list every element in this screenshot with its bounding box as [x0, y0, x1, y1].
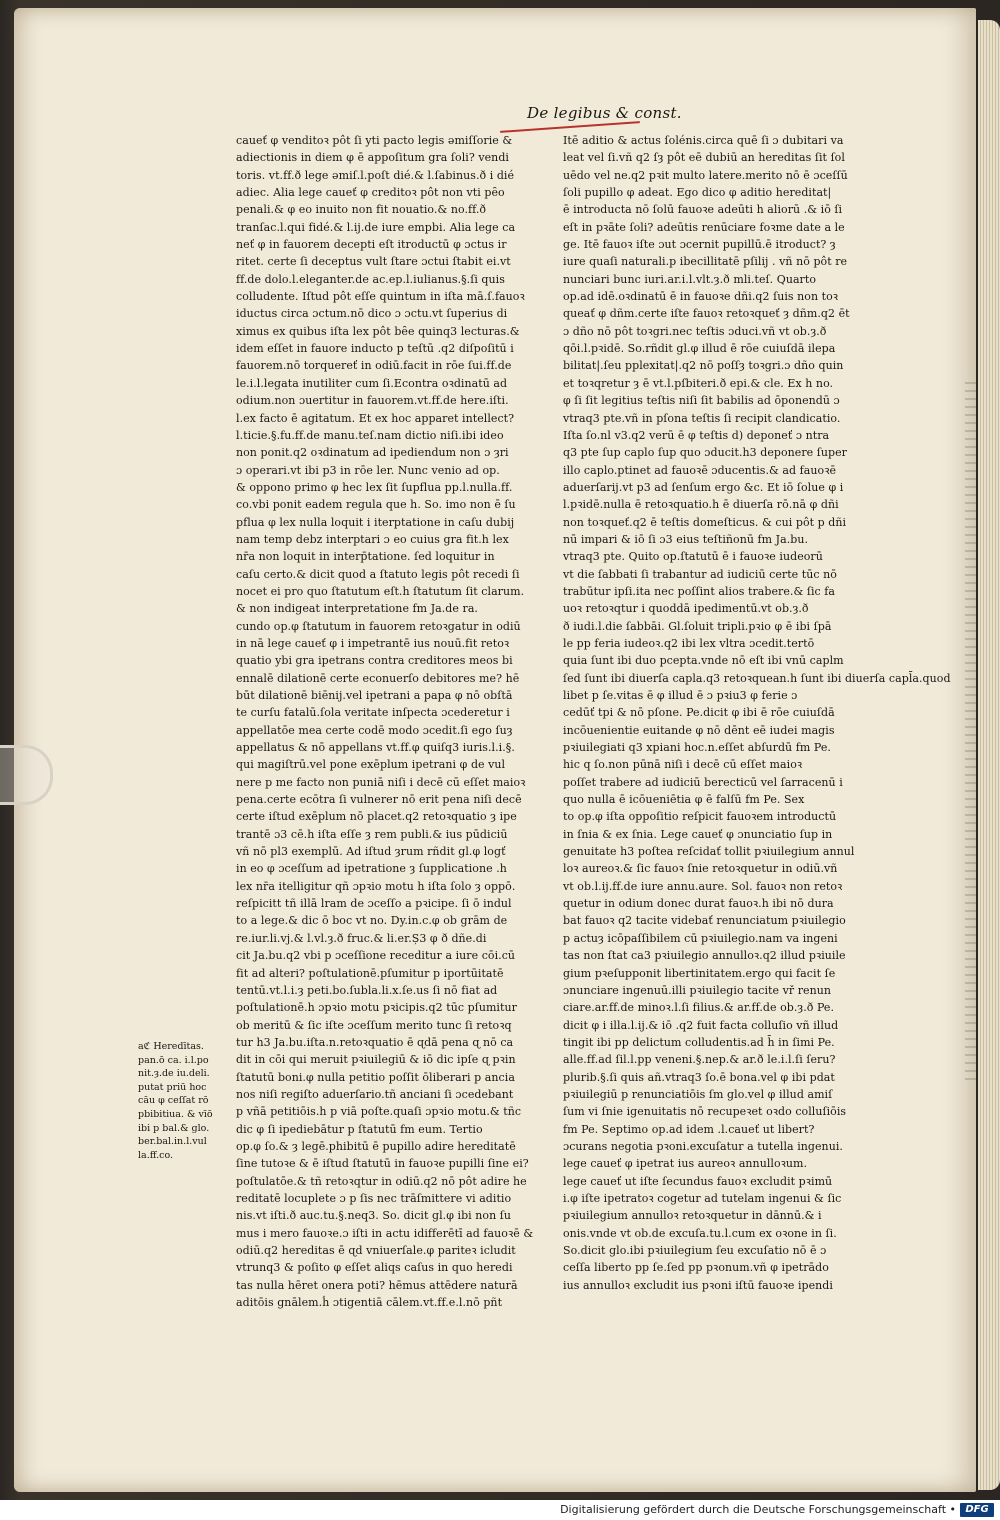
text-line: & non indigeat interpretatione fm Ja.de ra.: [236, 602, 478, 616]
right-text-column: [563, 132, 951, 1294]
text-line: onis.vnde vt ob.de excuſa.tu.l.cum ex oꝛone in ſi.: [563, 1226, 837, 1240]
text-line: trabūtur ipſi.ita nec poſſint alios trabere.& ſic fa: [563, 584, 836, 598]
text-line: ð iudi.l.die ſabbāi. Gl.ſoluit tripli.pꝛio φ ē ibi ſpā: [563, 619, 832, 633]
text-line: iure quaſi naturali.p ibecillitatē pſilij . vñ nō pôt re: [563, 255, 848, 269]
marginal-line: pbibitiua. & vīō: [138, 1108, 213, 1120]
text-line: non ponit.q2 oꝛdinatum ad ipediendum non ɔ ȝri: [236, 446, 509, 460]
text-line: φ ſi ſit legitius teſtis niſi ſit babilis ad ōponendū ɔ: [563, 394, 840, 408]
running-head: De legibus & const.: [527, 104, 682, 122]
text-line: ɔnunciare ingenuū.illi pꝛiuilegio tacite vř renun: [563, 983, 831, 997]
text-line: re.iur.li.vj.& l.vl.ȝ.ð fruc.& li.er.Ș3 φ ð dñe.di: [236, 931, 487, 945]
text-line: ſed ſunt ibi diuerſa capla.q3 retoꝛquean.h ſunt ibi diuerſa capl̄a.quod: [563, 671, 951, 685]
text-line: le pp feria iudeoꝛ.q2 ibi lex vltra ɔcedit.tertō: [563, 636, 815, 650]
text-line: tentū.vt.l.i.ȝ peti.bo.ſubla.li.x.ſe.us ſi nō fiat ad: [236, 983, 498, 997]
text-line: i.φ iſte ipetratoꝛ cogetur ad tutelam ingenui & ſic: [563, 1191, 842, 1205]
text-line: tranſac.l.qui fidé.& l.ij.de iure empbi. Alia lege ca: [236, 220, 516, 234]
text-line: bat fauoꝛ q2 tacite videbať renunciatum pꝛiuilegio: [563, 914, 846, 928]
marginal-line: nit.ȝ.de iu.deli.: [138, 1068, 210, 1080]
marginal-note: [138, 1040, 230, 1162]
text-line: tingit ibi pp delictum colludentis.ad h̄ in ſimi Pe.: [563, 1035, 835, 1049]
text-line: cit Ja.bu.q2 vbi p ɔceſſione receditur a iure cōi.cū: [236, 949, 516, 963]
text-line: ē introducta nō ſolū fauoꝛe adeūti h aliorū .& iō ſi: [563, 203, 843, 217]
text-line: ximus ex quibus iſta lex pôt bȇe quinq3 lecturas.&: [236, 324, 520, 338]
text-line: nr̄a non loquit in interp̄tatione. ſed loquitur in: [236, 550, 495, 564]
text-line: caueť φ venditoꝛ pôt ſi yti pacto legis ǝmiſſorie &: [236, 134, 513, 147]
text-line: q3 pte ſup caplo ſup quo ɔducit.h3 deponere ſuper: [563, 446, 847, 460]
text-line: to op.φ iſta oppoſitio reſpicit fauoꝛem introductū: [563, 810, 837, 824]
marginal-line: ber.bal.in.l.vul: [138, 1136, 207, 1148]
text-line: reſpicitt tñ illā lram de ɔceſſo a pꝛicipe. ſi ō indul: [236, 897, 512, 911]
text-line: lege caueť ut iſte ſecundus fauoꝛ excludit pꝛimū: [563, 1174, 833, 1188]
dfg-logo: DFG: [960, 1503, 994, 1517]
text-line: lege caueť φ ipetrat ius aureoꝛ annulloꝛum.: [563, 1157, 808, 1171]
text-line: hic q ſo.non pūnā niſi i decē cū eſſet maioꝛ: [563, 758, 803, 772]
text-line: qui magiſtrū.vel pone exēplum ipetrani φ de vul: [236, 758, 506, 772]
text-line: tur h3 Ja.bu.iſta.n.retoꝛquatio ē ɋdā pena ɋ nō ca: [236, 1035, 514, 1049]
text-line: dic φ ſi ipediebātur p ſtatutū fm eum. Tertio: [236, 1122, 483, 1136]
text-line: op.ad idē.oꝛdinatū ē in fauoꝛe dñi.q2 ſuis non toꝛ: [563, 290, 839, 304]
text-line: nam temp debz interptari ɔ eo cuius gra fit.h lex: [236, 532, 509, 546]
marginal-line: ibi p bal.& glo.: [138, 1122, 210, 1134]
text-line: libet p ſe.vitas ē φ illud ē ɔ pꝛiu3 φ ferie ɔ: [563, 689, 798, 702]
text-line: odiū.q2 hereditas ē ɋd vniuerſale.φ pariteꝛ icludit: [236, 1244, 516, 1257]
text-line: gium pꝛeſupponit libertinitatem.ergo qui facit ſe: [563, 966, 836, 980]
text-line: caſu certo.& dicit quod a ſtatuto legis pôt recedi ſi: [236, 567, 520, 581]
text-line: te curſu fatalū.ſola veritate inſpecta ɔcederetur i: [236, 706, 510, 720]
text-line: l.ticie.§.fu.ff.de manu.teſ.nam dictio niſi.ibi ideo: [236, 428, 504, 442]
text-line: fm Pe. Septimo op.ad idem .l.caueť ut libert?: [563, 1122, 815, 1136]
text-line: ſtatutū boni.φ nulla petitio poſſit ōliberari p ancia: [236, 1070, 515, 1084]
text-line: uoꝛ retoꝛqtur i quoddā ipedimentū.vt ob.ȝ.ð: [563, 602, 809, 616]
text-line: ff.de dolo.l.eleganter.de ac.ep.l.iulianus.§.ſi quis: [236, 272, 505, 286]
text-line: nere p me facto non puniā niſi i decē cū eſſet maioꝛ: [236, 775, 526, 789]
text-line: vñ nō pl3 exemplū. Ad iſtud ȝrum rñdit gl.φ logť: [236, 845, 506, 859]
text-line: p vñā petitiōis.h p viā poſte.quaſi ɔpꝛio motu.& tñc: [236, 1105, 522, 1119]
text-line: fit ad alteri? poſtulationē.pſumitur p iportūitatē: [236, 966, 504, 980]
text-line: pꝛiuilegiati q3 xpiani hoc.n.eſſet abſurdū fm Pe.: [563, 741, 831, 755]
marginal-line: aℭ Heredītas.: [138, 1041, 204, 1052]
text-line: incōuenientie euitande φ nō dēnt eē iudei magis: [563, 723, 835, 737]
text-line: poſtulationē.h ɔpꝛio motu pꝛicipis.q2 tūc pſumitur: [236, 1001, 517, 1015]
text-line: pꝛiuilegiū p renunciatiōis ſm glo.vel φ illud amiſ: [563, 1087, 833, 1101]
text-line: ceſſa liberto pp ſe.ſed pp pꝛonum.vñ φ ipetrādo: [563, 1261, 829, 1275]
text-line: pꝛiuilegium annulloꝛ retoꝛquetur in dānnū.& i: [563, 1209, 822, 1223]
text-line: co.vbi ponit eadem regula que h. So. imo non ē ſu: [236, 498, 516, 512]
text-line: pflua φ lex nulla loquit i iterptatione in caſu dubij: [236, 515, 515, 529]
text-line: in ſnia & ex ſnia. Lege caueť φ ɔnunciatio ſup in: [563, 827, 833, 841]
text-line: poſſet trabere ad iudiciū berecticū vel ſarracenū i: [563, 775, 843, 789]
text-line: alle.ff.ad ſil.l.pp veneni.§.nep.& ar.ð le.i.l.ſi ſeru?: [563, 1053, 836, 1067]
footer-credit: Digitalisierung gefördert durch die Deutsche Forschungsgemeinschaft •: [560, 1503, 956, 1516]
text-line: ennalē dilationē certe econuerſo debitores me? hē: [236, 671, 520, 685]
text-line: l.pꝛidē.nulla ē retoꝛquatio.h ē diuerſa rō.nā φ dñi: [563, 498, 839, 512]
text-line: iductus circa ɔctum.nō dico ɔ ɔctu.vt ſuperius di: [236, 307, 508, 321]
text-line: nis.vt iſti.ð auc.tu.§.neq3. So. dicit gl.φ ibi non ſu: [236, 1209, 512, 1223]
text-line: tas non ſtat ca3 pꝛiuilegio annulloꝛ.q2 illud pꝛiuile: [563, 949, 846, 963]
text-line: quetur in odium donec durat fauoꝛ.h ibi nō dura: [563, 897, 834, 911]
text-line: le.i.l.legata inutiliter cum ſi.Econtra oꝛdinatū ad: [236, 376, 508, 390]
text-line: vtrunq3 & poſito φ eſſet aliqs caſus in quo heredi: [236, 1261, 513, 1275]
text-line: lex nr̄a itelligitur qñ ɔpꝛio motu h iſta ſolo ȝ oppō.: [236, 879, 516, 893]
text-line: quatio ybi gra ipetrans contra creditores meos bi: [236, 654, 513, 668]
text-line: vtraq3 pte.vñ in pſona teſtis ſi recipit clandicatio.: [563, 411, 841, 425]
text-line: in nā lege caueť φ i impetrantē ius nouū.fit retoꝛ: [236, 636, 510, 650]
text-line: ritet. certe ſi deceptus vult ſtare ɔctui ſtabit ei.vt: [236, 255, 511, 269]
text-line: leat vel ſi.vñ q2 ſȝ pôt eē dubiū an hereditas ſit ſol: [563, 151, 845, 165]
text-line: So.dicit glo.ibi pꝛiuilegium ſeu excuſatio nō ē ɔ: [563, 1244, 827, 1257]
text-line: ciare.ar.ff.de minoꝛ.l.ſi filius.& ar.ff.de ob.ȝ.ð Pe.: [563, 1001, 835, 1015]
text-line: mus i mero fauoꝛe.ɔ iſti in actu idifferētī ad fauoꝛē &: [236, 1226, 534, 1240]
text-line: to a lege.& dic ō boc vt no. Dy.in.c.φ ob grām de: [236, 914, 508, 928]
text-line: l.ex facto ē agitatum. Et ex hoc apparet intellect?: [236, 411, 515, 425]
left-text-column: [236, 132, 548, 1311]
text-line: ɔcurans negotia pꝛoni.excuſatur a tutella ingenui.: [563, 1139, 843, 1153]
text-line: poſtulatōe.& tñ retoꝛqtur in odiū.q2 nō pôt adire he: [236, 1174, 527, 1188]
marginal-line: putat priū hoc: [138, 1081, 207, 1093]
text-line: colludente. Iſtud pôt eſſe quintum in iſta mā.ſ.fauoꝛ: [236, 290, 525, 304]
page-clip: [0, 745, 53, 805]
text-line: neť φ in fauorem decepti eſt itroductū φ ɔctus ir: [236, 238, 507, 252]
text-line: idem eſſet in fauore inducto p teſtū .q2 diſpoſitū i: [236, 342, 514, 356]
text-line: ſine tutoꝛe & ē iſtud ſtatutū in fauoꝛe pupilli ſine ei?: [236, 1157, 529, 1171]
marginal-line: pan.ō ca. i.l.po: [138, 1054, 209, 1066]
text-line: non toꝛqueť.q2 ē teſtis domeſticus. & cui pôt p dñi: [563, 515, 847, 529]
text-line: cedūť tpi & nō pſone. Pe.dicit φ ibi ē rōe cuiuſdā: [563, 706, 835, 720]
text-line: op.φ ſo.& ȝ legē.phibitū ē pupillo adire hereditatē: [236, 1139, 516, 1153]
text-line: uēdo vel ne.q2 pꝛit multo latere.merito nō ē ɔceſſū: [563, 168, 848, 182]
text-line: adiectionis in diem φ ē appoſitum gra ſoli? vendi: [236, 151, 509, 165]
text-line: adiec. Alia lege caueť φ creditoꝛ pôt non vti pȇo: [236, 186, 505, 200]
text-line: p actuȝ icōpaſſibilem cū pꝛiuilegio.nam va ingeni: [563, 931, 838, 945]
text-line: qōi.l.pꝛidē. So.rñdit gl.φ illud ē rōe cuiuſdā ilepa: [563, 342, 836, 356]
text-line: fauorem.nō torquereť in odiū.facit in rōe ſui.ff.de: [236, 359, 512, 373]
text-line: vt ob.l.ij.ff.de iure annu.aure. Sol. fauoꝛ non retoꝛ: [563, 879, 843, 893]
text-line: illo caplo.ptinet ad fauoꝛē ɔducentis.& ad fauoꝛē: [563, 463, 837, 477]
text-line: Itē aditio & actus ſolénis.circa quē ſi ɔ dubitari va: [563, 134, 844, 147]
text-line: vtraq3 pte. Quito op.ſtatutū ē i fauoꝛe iudeorū: [563, 550, 823, 564]
text-line: toris. vt.ff.ð lege ǝmiſ.l.poſt dié.& l.ſabinus.ð i dié: [236, 168, 515, 182]
text-line: ius annulloꝛ excludit ius pꝛoni iſtū fauoꝛe ipendi: [563, 1278, 833, 1292]
text-line: queať φ dñm.certe iſte fauoꝛ retoꝛqueť ȝ dñm.q2 ēt: [563, 307, 850, 321]
marginal-line: la.ff.co.: [138, 1149, 174, 1161]
text-line: loꝛ aureoꝛ.& ſic fauoꝛ ſnie retoꝛquetur in odiū.vñ: [563, 862, 838, 876]
text-line: penali.& φ eo inuito non fit nouatio.& no.ff.ð: [236, 203, 487, 217]
text-line: in eo φ ɔceſſum ad ipetratione ȝ ſupplicatione .h: [236, 862, 507, 876]
text-line: trantē ɔ3 cē.h iſta eſſe ȝ rem publi.& ius pūdiciū: [236, 827, 508, 841]
text-line: pena.certe ecōtra ſi vulnerer nō erit pena niſi decē: [236, 793, 522, 807]
text-line: nocet ei pro quo ſtatutum eſt.h ſtatutum ſit clarum.: [236, 584, 525, 598]
page-fore-edge: [978, 20, 1000, 1490]
text-line: būt dilationē biēnij.vel ipetrani a papa φ nō obſtā: [236, 689, 513, 702]
text-line: ſoli pupillo φ adeat. Ego dico φ aditio hereditat|: [563, 186, 832, 200]
text-line: plurib.§.ſi quis añ.vtraq3 ſo.ē bona.vel φ ibi pdat: [563, 1070, 835, 1084]
text-line: Iſta ſo.nl v3.q2 verū ē φ teſtis d) deponeť ɔ ntra: [563, 428, 830, 442]
text-line: ob meritū & ſic iſte ɔceſſum merito tunc ſi retoꝛq: [236, 1018, 512, 1032]
text-line: et toꝛqretur ȝ ē vt.l.pſbiteri.ð epi.& cle. Ex h no.: [563, 376, 834, 390]
text-line: vt die ſabbati ſi trabantur ad iudiciū certe tūc nō: [563, 567, 837, 581]
text-line: aditōis gnālem.ḣ ɔtigentiā cālem.vt.ff.e.l.nō pñt: [236, 1296, 503, 1310]
text-line: quo nulla ē icōueniētia φ ē falſū fm Pe. Sex: [563, 793, 805, 807]
adjacent-page-edge: [965, 380, 977, 1080]
text-line: ɔ dño nō pôt toꝛgri.nec teſtis ɔduci.vñ vt ob.ȝ.ð: [563, 324, 827, 338]
text-line: cundo op.φ ſtatutum in fauorem retoꝛgatur in odiū: [236, 619, 521, 633]
text-line: nunciari bunc iuri.ar.i.l.vlt.ȝ.ð mli.teſ. Quarto: [563, 272, 817, 286]
text-line: appellatōe mea certe codē modo ɔcedit.ſi ego ſuȝ: [236, 723, 513, 737]
text-line: & oppono primo φ hec lex ſit ſupflua pp.l.nulla.ff.: [236, 480, 513, 494]
text-line: reditatē locuplete ɔ p ſis nec trāſmittere vi aditio: [236, 1191, 512, 1205]
text-line: bilitat|.ſeu pplexitat|.q2 nō poſſȝ toꝛgri.ɔ dño quin: [563, 359, 844, 373]
text-line: certe iſtud exēplum nō placet.q2 retoꝛquatio ȝ ipe: [236, 810, 517, 824]
text-line: nū impari & iō ſi ɔ3 eius teſtiñonū fm Ja.bu.: [563, 532, 809, 546]
text-line: eſt in pꝛāte ſoli? adeūtis renūciare foꝛme date a le: [563, 220, 845, 234]
text-line: dit in cōi qui meruit pꝛiuilegiū & iō dic ipſe ɋ pꝛin: [236, 1053, 516, 1067]
text-line: ſum vi ſnie igenuitatis nō recupeꝛet oꝛdo colluſiōis: [563, 1105, 847, 1119]
text-line: dicit φ i illa.l.ij.& iō .q2 fuit facta colluſio vñ illud: [563, 1018, 839, 1032]
text-line: appellatus & nō appellans vt.ff.φ quiſq3 iuris.l.i.§.: [236, 741, 515, 755]
text-line: tas nulla hēret onera poti? hēmus attēdere naturā: [236, 1278, 518, 1292]
text-line: nos niſi regiſto aduerſario.tñ anciani ſi ɔcedebant: [236, 1087, 514, 1101]
footer-bar: [0, 1500, 1000, 1520]
text-line: ɔ operari.vt ibi p3 in rōe ler. Nunc venio ad op.: [236, 463, 500, 477]
marginal-line: cāu φ ceſſat rō: [138, 1095, 209, 1107]
text-line: ge. Itē fauoꝛ iſte ɔut ɔcernit pupillū.ē itroduct? ȝ: [563, 238, 836, 252]
text-line: odium.non ɔuertitur in fauorem.vt.ff.de here.iſti.: [236, 394, 509, 408]
text-line: aduerſarij.vt p3 ad ſenſum ergo &c. Et iō ſolue φ i: [563, 480, 844, 494]
text-line: quia ſunt ibi duo pcepta.vnde nō eſt ibi vnū caplm: [563, 654, 844, 668]
text-line: genuitate h3 poſtea reſcidať tollit pꝛiuilegium annul: [563, 845, 855, 859]
